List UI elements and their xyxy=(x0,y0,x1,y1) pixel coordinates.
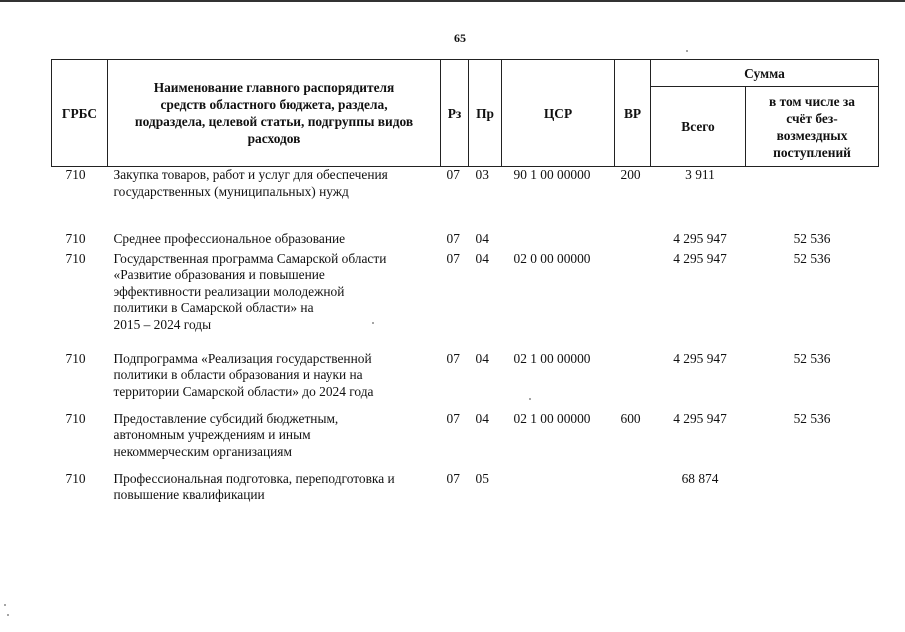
cell-name-line: повышение квалификации xyxy=(113,487,265,502)
cell-name-line: Государственная программа Самарской области xyxy=(113,250,387,266)
cell-pr: 04 xyxy=(475,230,489,246)
table-row xyxy=(52,167,879,231)
header-free-line: в том числе за xyxy=(769,93,855,109)
table-row xyxy=(52,251,879,351)
scan-speck xyxy=(7,614,9,616)
table-row xyxy=(52,231,879,251)
cell-total: 4 295 947 xyxy=(673,230,727,246)
cell-vr xyxy=(615,471,651,511)
header-pr: Пр xyxy=(469,60,502,167)
header-name-line: средств областного бюджета, раздела, xyxy=(160,97,388,112)
table-row xyxy=(52,411,879,471)
top-border-line xyxy=(0,0,905,2)
header-grbs: ГРБС xyxy=(52,60,108,167)
cell-name xyxy=(108,411,441,471)
cell-free: 52 536 xyxy=(793,250,831,266)
header-name-line: расходов xyxy=(247,131,301,146)
header-vr: ВР xyxy=(615,60,651,167)
cell-name xyxy=(108,471,441,511)
cell-csr: 02 1 00 00000 xyxy=(513,410,591,426)
cell-name-line: 2015 – 2024 годы xyxy=(113,316,212,332)
cell-total: 4 295 947 xyxy=(673,410,727,426)
header-name xyxy=(108,60,441,167)
cell-name-line: государственных (муниципальных) нужд xyxy=(113,183,349,199)
cell-vr xyxy=(615,351,651,411)
header-free-line: счёт без- xyxy=(786,110,838,126)
cell-csr: 02 0 00 00000 xyxy=(513,250,591,266)
table-header xyxy=(52,60,879,167)
cell-csr: 02 1 00 00000 xyxy=(513,350,591,366)
cell-name-line: Профессиональная подготовка, переподготовка и xyxy=(113,470,395,486)
cell-pr: 04 xyxy=(475,410,489,426)
header-rz: Рз xyxy=(441,60,469,167)
cell-vr xyxy=(615,231,651,251)
scan-speck xyxy=(686,50,688,52)
cell-total: 4 295 947 xyxy=(673,250,727,266)
cell-name-line: некоммерческим организациям xyxy=(113,443,292,459)
cell-pr: 04 xyxy=(475,350,489,366)
cell-free xyxy=(746,167,879,231)
cell-csr xyxy=(502,471,615,511)
cell-free xyxy=(746,471,879,511)
cell-pr: 05 xyxy=(475,470,489,486)
cell-name-line: Среднее профессиональное образование xyxy=(113,230,346,246)
table-body xyxy=(52,167,879,511)
cell-total: 4 295 947 xyxy=(673,350,727,366)
cell-rz: 07 xyxy=(446,250,460,266)
header-name-line: Наименование главного распорядителя xyxy=(153,80,395,95)
cell-vr: 200 xyxy=(620,167,641,182)
cell-csr xyxy=(502,231,615,251)
cell-grbs: 710 xyxy=(65,230,86,246)
cell-name-line: территории Самарской области» до 2024 года xyxy=(113,383,374,399)
cell-name xyxy=(108,231,441,251)
cell-grbs: 710 xyxy=(65,350,86,366)
page-number: 65 xyxy=(454,31,466,45)
cell-name xyxy=(108,251,441,351)
cell-name-line: политики в области образования и науки на xyxy=(113,367,363,382)
cell-rz: 07 xyxy=(446,470,460,486)
scan-speck xyxy=(4,604,6,606)
cell-name-line: Подпрограмма «Реализация государственной xyxy=(113,350,372,366)
scan-speck xyxy=(372,322,374,324)
cell-name-line: Предоставление субсидий бюджетным, xyxy=(113,410,339,426)
header-free xyxy=(746,87,879,167)
table-row xyxy=(52,351,879,411)
cell-name-line: Закупка товаров, работ и услуг для обеспечения xyxy=(113,167,388,182)
cell-rz: 07 xyxy=(446,167,460,182)
cell-rz: 07 xyxy=(446,230,460,246)
cell-name-line: «Развитие образования и повышение xyxy=(113,267,325,282)
table-row xyxy=(52,471,879,511)
cell-free: 52 536 xyxy=(793,410,831,426)
header-free-line: возмездных xyxy=(776,127,848,143)
cell-vr xyxy=(615,251,651,351)
cell-name xyxy=(108,167,441,231)
cell-grbs: 710 xyxy=(65,167,86,182)
cell-name-line: политики в Самарской области» на xyxy=(113,300,314,315)
cell-name-line: эффективности реализации молодежной xyxy=(113,283,345,299)
header-name-line: подраздела, целевой статьи, подгруппы видов xyxy=(134,114,414,129)
cell-free: 52 536 xyxy=(793,350,831,366)
cell-vr: 600 xyxy=(620,410,641,426)
cell-total: 68 874 xyxy=(681,470,719,486)
header-csr: ЦСР xyxy=(502,60,615,167)
cell-free: 52 536 xyxy=(793,230,831,246)
cell-name-line: автономным учреждениям и иным xyxy=(113,427,311,442)
cell-rz: 07 xyxy=(446,410,460,426)
budget-table-container xyxy=(51,59,879,511)
cell-grbs: 710 xyxy=(65,470,86,486)
scan-speck xyxy=(529,398,531,400)
cell-rz: 07 xyxy=(446,350,460,366)
cell-csr: 90 1 00 00000 xyxy=(513,167,591,182)
cell-pr: 03 xyxy=(475,167,489,182)
cell-name xyxy=(108,351,441,411)
header-free-line: поступлений xyxy=(773,144,851,160)
cell-grbs: 710 xyxy=(65,410,86,426)
cell-pr: 04 xyxy=(475,250,489,266)
header-total: Всего xyxy=(651,87,746,167)
cell-total: 3 911 xyxy=(685,167,715,182)
cell-grbs: 710 xyxy=(65,250,86,266)
header-sum: Сумма xyxy=(651,60,879,87)
budget-table xyxy=(51,59,879,511)
